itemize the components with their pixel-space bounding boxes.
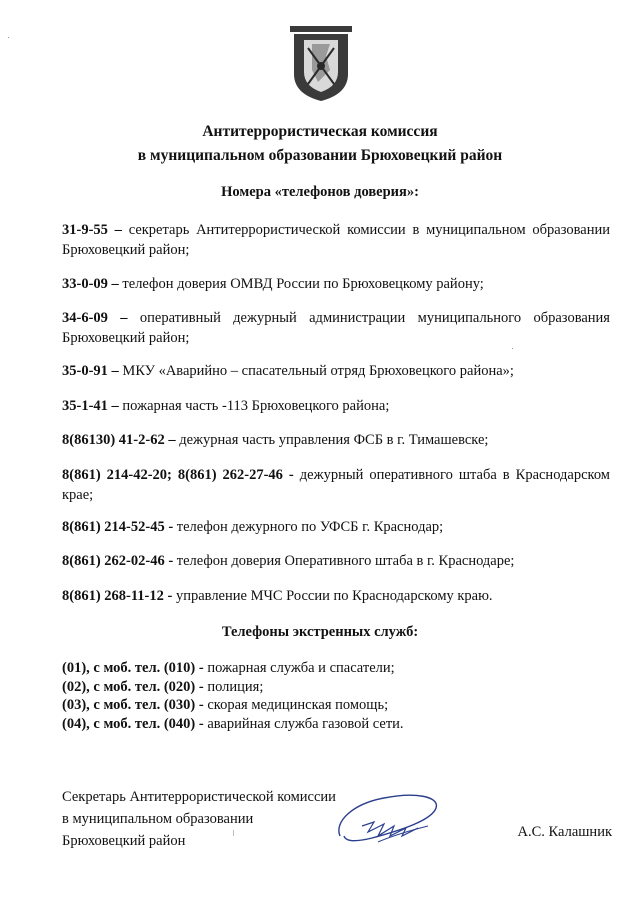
emergency-service: пожарная служба и спасатели; xyxy=(203,660,395,676)
phone-number: 8(861) 262-02-46 - xyxy=(62,553,174,569)
list-item xyxy=(62,361,610,381)
list-item xyxy=(62,659,404,678)
signatory-position xyxy=(62,786,336,852)
phone-description: оперативный дежурный администрации муниципального образования Брюховецкий район; xyxy=(62,310,610,346)
emergency-service: аварийная служба газовой сети. xyxy=(203,715,404,732)
phone-description: телефон доверия ОМВД России по Брюховецкому району; xyxy=(118,276,484,292)
emergency-codes: (01), с моб. тел. (010) - xyxy=(62,660,204,676)
emergency-heading: Телефоны экстренных служб: xyxy=(221,624,419,640)
phone-description: телефон дежурного по УФСБ г. Краснодар; xyxy=(173,519,444,535)
phone-description: управление МЧС России по Краснодарскому краю. xyxy=(172,588,493,604)
scan-speck xyxy=(233,830,234,836)
phone-number: 8(86130) 41-2-62 – xyxy=(62,432,176,448)
phone-description: телефон доверия Оперативного штаба в г. Краснодаре; xyxy=(173,553,515,569)
phone-description: секретарь Антитеррористической комиссии в муниципальном образовании Брюховецкий район; xyxy=(62,222,610,258)
list-item xyxy=(62,715,404,734)
list-item xyxy=(62,274,610,294)
scan-speck xyxy=(512,348,513,349)
signatory-line-3: Брюховецкий район xyxy=(62,833,186,849)
list-item xyxy=(62,430,610,450)
phone-number: 8(861) 268-11-12 - xyxy=(62,588,173,604)
emergency-codes: (02), с моб. тел. (020) - xyxy=(62,678,204,695)
coat-of-arms-emblem xyxy=(290,26,352,102)
emergency-service: скорая медицинская помощь; xyxy=(203,697,389,713)
emergency-list xyxy=(62,659,404,733)
list-item xyxy=(62,517,610,537)
emergency-service: полиция; xyxy=(203,678,264,695)
phone-number: 33-0-09 – xyxy=(62,276,119,292)
signatory-line-2: в муниципальном образовании xyxy=(62,811,254,827)
title-line-1: Антитеррористическая комиссия xyxy=(202,123,438,140)
list-item xyxy=(62,696,404,715)
handwritten-signature xyxy=(332,786,444,854)
phone-number: 34-6-09 – xyxy=(62,310,128,326)
document-title xyxy=(0,120,640,168)
phone-number: 31-9-55 – xyxy=(62,222,122,238)
trust-phones-heading: Номера «телефонов доверия»: xyxy=(221,184,419,200)
phone-number: 35-0-91 – xyxy=(62,363,119,379)
list-item xyxy=(62,220,610,260)
list-item xyxy=(62,678,404,697)
scan-speck xyxy=(8,37,9,38)
list-item xyxy=(62,465,610,505)
phone-number: 8(861) 214-42-20; 8(861) 262-27-46 - xyxy=(62,467,294,483)
list-item xyxy=(62,586,610,606)
title-line-2: в муниципальном образовании Брюховецкий район xyxy=(137,147,503,164)
phone-number: 8(861) 214-52-45 - xyxy=(62,519,174,535)
phone-description: МКУ «Аварийно – спасательный отряд Брюховецкого района»; xyxy=(118,363,514,379)
phone-description: дежурная часть управления ФСБ в г. Тимашевске; xyxy=(175,432,489,448)
emergency-codes: (04), с моб. тел. (040) - xyxy=(62,715,204,732)
signatory-line-1: Секретарь Антитеррористической комиссии xyxy=(62,789,336,805)
phone-description: дежурный оперативного штаба в Краснодарском крае; xyxy=(62,467,610,503)
list-item xyxy=(62,308,610,348)
phone-number: 35-1-41 – xyxy=(62,398,119,414)
emergency-codes: (03), с моб. тел. (030) - xyxy=(62,697,204,713)
list-item xyxy=(62,551,610,571)
signatory-name: А.С. Калашник xyxy=(517,824,612,840)
phone-description: пожарная часть -113 Брюховецкого района; xyxy=(118,398,390,414)
list-item xyxy=(62,396,610,416)
